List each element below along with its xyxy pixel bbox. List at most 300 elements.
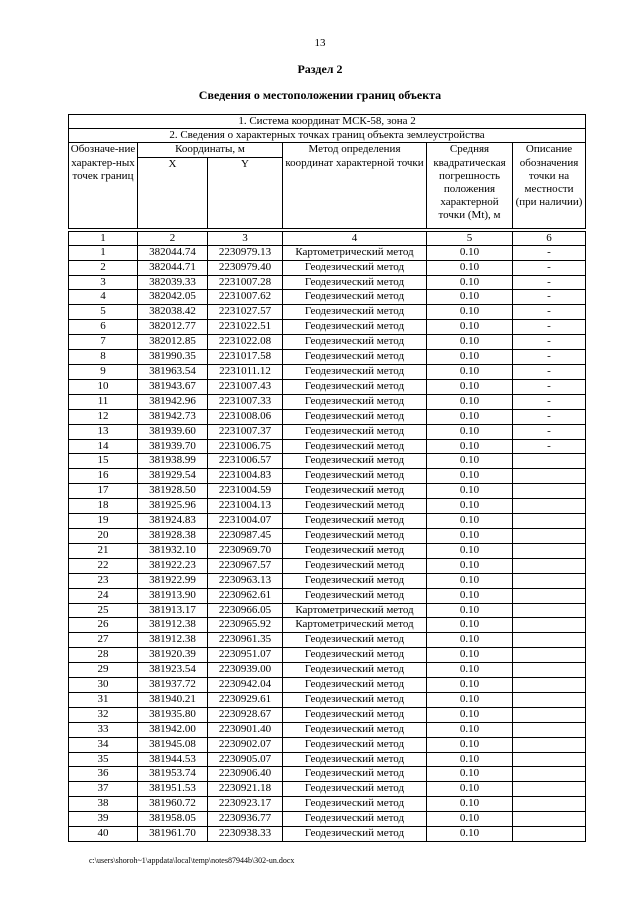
accuracy-cell: 0.10 [427, 678, 513, 693]
x-coordinate-cell: 381937.72 [138, 678, 208, 693]
description-cell [513, 648, 586, 663]
table-row [69, 320, 586, 335]
point-number-cell: 37 [69, 782, 138, 797]
description-cell [513, 543, 586, 558]
y-coordinate-cell: 2231007.33 [208, 394, 283, 409]
point-number-cell: 7 [69, 335, 138, 350]
table-row [69, 409, 586, 424]
method-cell: Геодезический метод [283, 528, 427, 543]
accuracy-cell: 0.10 [427, 722, 513, 737]
accuracy-cell: 0.10 [427, 827, 513, 842]
description-cell [513, 692, 586, 707]
table-row [69, 454, 586, 469]
point-number-cell: 35 [69, 752, 138, 767]
x-coordinate-cell: 382012.77 [138, 320, 208, 335]
x-coordinate-cell: 381929.54 [138, 469, 208, 484]
y-coordinate-cell: 2230939.00 [208, 663, 283, 678]
x-coordinate-cell: 381963.54 [138, 365, 208, 380]
accuracy-cell: 0.10 [427, 394, 513, 409]
accuracy-cell: 0.10 [427, 260, 513, 275]
x-coordinate-cell: 381944.53 [138, 752, 208, 767]
accuracy-cell: 0.10 [427, 812, 513, 827]
table-row [69, 365, 586, 380]
y-coordinate-cell: 2230929.61 [208, 692, 283, 707]
x-coordinate-cell: 381945.08 [138, 737, 208, 752]
y-coordinate-cell: 2231007.37 [208, 424, 283, 439]
method-cell: Геодезический метод [283, 558, 427, 573]
method-cell: Геодезический метод [283, 484, 427, 499]
accuracy-cell: 0.10 [427, 350, 513, 365]
y-coordinate-cell: 2231007.43 [208, 379, 283, 394]
x-coordinate-cell: 382039.33 [138, 275, 208, 290]
table-subtitle-row: 2. Сведения о характерных точках границ объекта землеустройства [69, 129, 586, 143]
y-coordinate-cell: 2230905.07 [208, 752, 283, 767]
header-y: Y [208, 157, 283, 228]
y-coordinate-cell: 2230979.13 [208, 245, 283, 260]
method-cell: Геодезический метод [283, 454, 427, 469]
point-number-cell: 32 [69, 707, 138, 722]
description-cell [513, 558, 586, 573]
description-cell [513, 633, 586, 648]
point-number-cell: 17 [69, 484, 138, 499]
y-coordinate-cell: 2230967.57 [208, 558, 283, 573]
description-cell: - [513, 424, 586, 439]
method-cell: Геодезический метод [283, 573, 427, 588]
description-cell [513, 588, 586, 603]
description-cell [513, 737, 586, 752]
point-number-cell: 27 [69, 633, 138, 648]
method-cell: Геодезический метод [283, 469, 427, 484]
description-cell [513, 767, 586, 782]
method-cell: Картометрический метод [283, 245, 427, 260]
description-cell: - [513, 245, 586, 260]
y-coordinate-cell: 2230928.67 [208, 707, 283, 722]
point-number-cell: 2 [69, 260, 138, 275]
section-title: Раздел 2 [297, 62, 343, 76]
header-designation: Обозначе-ние характер-ных точек границ [69, 143, 138, 228]
point-number-cell: 40 [69, 827, 138, 842]
y-coordinate-cell: 2230923.17 [208, 797, 283, 812]
method-cell: Геодезический метод [283, 752, 427, 767]
point-number-cell: 30 [69, 678, 138, 693]
accuracy-cell: 0.10 [427, 409, 513, 424]
point-number-cell: 20 [69, 528, 138, 543]
point-number-cell: 18 [69, 499, 138, 514]
method-cell: Геодезический метод [283, 365, 427, 380]
header-coordinates: Координаты, м [138, 143, 283, 157]
y-coordinate-cell: 2231022.51 [208, 320, 283, 335]
point-number-cell: 21 [69, 543, 138, 558]
y-coordinate-cell: 2230901.40 [208, 722, 283, 737]
x-coordinate-cell: 381925.96 [138, 499, 208, 514]
point-number-cell: 15 [69, 454, 138, 469]
x-coordinate-cell: 381913.17 [138, 603, 208, 618]
y-coordinate-cell: 2230965.92 [208, 618, 283, 633]
description-cell: - [513, 379, 586, 394]
point-number-cell: 24 [69, 588, 138, 603]
method-cell: Геодезический метод [283, 767, 427, 782]
accuracy-cell: 0.10 [427, 782, 513, 797]
column-number: 6 [513, 231, 586, 245]
x-coordinate-cell: 382044.71 [138, 260, 208, 275]
table-row [69, 678, 586, 693]
point-number-cell: 29 [69, 663, 138, 678]
point-number-cell: 12 [69, 409, 138, 424]
x-coordinate-cell: 382042.05 [138, 290, 208, 305]
table-row [69, 379, 586, 394]
description-cell: - [513, 394, 586, 409]
method-cell: Геодезический метод [283, 812, 427, 827]
x-coordinate-cell: 381942.73 [138, 409, 208, 424]
point-number-cell: 4 [69, 290, 138, 305]
accuracy-cell: 0.10 [427, 320, 513, 335]
description-cell [513, 603, 586, 618]
boundary-points-table [68, 114, 586, 842]
description-cell: - [513, 365, 586, 380]
header-description: Описание обозначения точки на местности (при наличии) [513, 143, 586, 228]
accuracy-cell: 0.10 [427, 484, 513, 499]
method-cell: Геодезический метод [283, 275, 427, 290]
accuracy-cell: 0.10 [427, 454, 513, 469]
point-number-cell: 11 [69, 394, 138, 409]
accuracy-cell: 0.10 [427, 439, 513, 454]
table-row [69, 439, 586, 454]
accuracy-cell: 0.10 [427, 305, 513, 320]
description-cell [513, 752, 586, 767]
y-coordinate-cell: 2231004.83 [208, 469, 283, 484]
table-row [69, 588, 586, 603]
header-x: X [138, 157, 208, 228]
method-cell: Геодезический метод [283, 692, 427, 707]
y-coordinate-cell: 2231007.28 [208, 275, 283, 290]
y-coordinate-cell: 2230979.40 [208, 260, 283, 275]
accuracy-cell: 0.10 [427, 707, 513, 722]
point-number-cell: 9 [69, 365, 138, 380]
accuracy-cell: 0.10 [427, 543, 513, 558]
table-row [69, 707, 586, 722]
x-coordinate-cell: 382044.74 [138, 245, 208, 260]
accuracy-cell: 0.10 [427, 558, 513, 573]
description-cell: - [513, 350, 586, 365]
method-cell: Геодезический метод [283, 722, 427, 737]
document-title: Сведения о местоположении границ объекта [198, 88, 442, 102]
method-cell: Геодезический метод [283, 424, 427, 439]
table-row [69, 350, 586, 365]
accuracy-cell: 0.10 [427, 365, 513, 380]
x-coordinate-cell: 381913.90 [138, 588, 208, 603]
table-row [69, 558, 586, 573]
description-cell [513, 797, 586, 812]
method-cell: Геодезический метод [283, 499, 427, 514]
x-coordinate-cell: 381920.39 [138, 648, 208, 663]
point-number-cell: 10 [69, 379, 138, 394]
point-number-cell: 36 [69, 767, 138, 782]
y-coordinate-cell: 2230921.18 [208, 782, 283, 797]
table-row [69, 528, 586, 543]
point-number-cell: 5 [69, 305, 138, 320]
accuracy-cell: 0.10 [427, 588, 513, 603]
y-coordinate-cell: 2231017.58 [208, 350, 283, 365]
x-coordinate-cell: 381932.10 [138, 543, 208, 558]
table-row [69, 722, 586, 737]
accuracy-cell: 0.10 [427, 469, 513, 484]
y-coordinate-cell: 2230902.07 [208, 737, 283, 752]
method-cell: Геодезический метод [283, 394, 427, 409]
y-coordinate-cell: 2231004.07 [208, 514, 283, 529]
table-row [69, 618, 586, 633]
accuracy-cell: 0.10 [427, 499, 513, 514]
method-cell: Геодезический метод [283, 290, 427, 305]
description-cell [513, 528, 586, 543]
table-row [69, 648, 586, 663]
point-number-cell: 8 [69, 350, 138, 365]
point-number-cell: 1 [69, 245, 138, 260]
y-coordinate-cell: 2230961.35 [208, 633, 283, 648]
y-coordinate-cell: 2231022.08 [208, 335, 283, 350]
accuracy-cell: 0.10 [427, 424, 513, 439]
table-row [69, 633, 586, 648]
method-cell: Геодезический метод [283, 543, 427, 558]
x-coordinate-cell: 381928.50 [138, 484, 208, 499]
x-coordinate-cell: 382012.85 [138, 335, 208, 350]
description-cell: - [513, 409, 586, 424]
table-row [69, 827, 586, 842]
description-cell: - [513, 260, 586, 275]
header-method: Метод определения координат характерной точки [283, 143, 427, 228]
description-cell [513, 618, 586, 633]
method-cell: Геодезический метод [283, 379, 427, 394]
accuracy-cell: 0.10 [427, 245, 513, 260]
point-number-cell: 28 [69, 648, 138, 663]
description-cell [513, 469, 586, 484]
accuracy-cell: 0.10 [427, 752, 513, 767]
accuracy-cell: 0.10 [427, 573, 513, 588]
table-row [69, 573, 586, 588]
x-coordinate-cell: 381922.99 [138, 573, 208, 588]
method-cell: Геодезический метод [283, 648, 427, 663]
table-row [69, 499, 586, 514]
accuracy-cell: 0.10 [427, 528, 513, 543]
accuracy-cell: 0.10 [427, 633, 513, 648]
accuracy-cell: 0.10 [427, 663, 513, 678]
table-row [69, 514, 586, 529]
description-cell [513, 484, 586, 499]
point-number-cell: 31 [69, 692, 138, 707]
method-cell: Геодезический метод [283, 707, 427, 722]
column-number: 1 [69, 231, 138, 245]
y-coordinate-cell: 2231027.57 [208, 305, 283, 320]
x-coordinate-cell: 381961.70 [138, 827, 208, 842]
x-coordinate-cell: 381990.35 [138, 350, 208, 365]
column-number: 5 [427, 231, 513, 245]
method-cell: Картометрический метод [283, 618, 427, 633]
table-row [69, 767, 586, 782]
method-cell: Геодезический метод [283, 633, 427, 648]
point-number-cell: 16 [69, 469, 138, 484]
x-coordinate-cell: 381912.38 [138, 633, 208, 648]
table-row [69, 543, 586, 558]
method-cell: Геодезический метод [283, 663, 427, 678]
method-cell: Геодезический метод [283, 737, 427, 752]
table-row [69, 305, 586, 320]
table-row [69, 603, 586, 618]
y-coordinate-cell: 2230936.77 [208, 812, 283, 827]
y-coordinate-cell: 2231011.12 [208, 365, 283, 380]
table-row [69, 335, 586, 350]
y-coordinate-cell: 2230969.70 [208, 543, 283, 558]
x-coordinate-cell: 381912.38 [138, 618, 208, 633]
x-coordinate-cell: 381953.74 [138, 767, 208, 782]
table-row [69, 782, 586, 797]
method-cell: Геодезический метод [283, 827, 427, 842]
description-cell [513, 722, 586, 737]
description-cell: - [513, 275, 586, 290]
method-cell: Геодезический метод [283, 588, 427, 603]
method-cell: Геодезический метод [283, 350, 427, 365]
x-coordinate-cell: 381942.00 [138, 722, 208, 737]
x-coordinate-cell: 381938.99 [138, 454, 208, 469]
description-cell [513, 678, 586, 693]
table-row [69, 752, 586, 767]
point-number-cell: 23 [69, 573, 138, 588]
table-row [69, 469, 586, 484]
y-coordinate-cell: 2231004.13 [208, 499, 283, 514]
table-row [69, 424, 586, 439]
x-coordinate-cell: 381939.70 [138, 439, 208, 454]
method-cell: Геодезический метод [283, 409, 427, 424]
accuracy-cell: 0.10 [427, 767, 513, 782]
column-number: 4 [283, 231, 427, 245]
footer-file-path: c:\users\shoroh~1\appdata\local\temp\notes87944b\302-un.docx [89, 856, 295, 865]
description-cell [513, 454, 586, 469]
column-number: 2 [138, 231, 208, 245]
x-coordinate-cell: 381923.54 [138, 663, 208, 678]
accuracy-cell: 0.10 [427, 797, 513, 812]
y-coordinate-cell: 2230951.07 [208, 648, 283, 663]
method-cell: Картометрический метод [283, 603, 427, 618]
description-cell [513, 812, 586, 827]
point-number-cell: 26 [69, 618, 138, 633]
accuracy-cell: 0.10 [427, 379, 513, 394]
x-coordinate-cell: 381935.80 [138, 707, 208, 722]
table-row [69, 394, 586, 409]
y-coordinate-cell: 2231004.59 [208, 484, 283, 499]
description-cell [513, 827, 586, 842]
method-cell: Геодезический метод [283, 305, 427, 320]
accuracy-cell: 0.10 [427, 335, 513, 350]
x-coordinate-cell: 381928.38 [138, 528, 208, 543]
method-cell: Геодезический метод [283, 797, 427, 812]
point-number-cell: 38 [69, 797, 138, 812]
accuracy-cell: 0.10 [427, 648, 513, 663]
x-coordinate-cell: 381943.67 [138, 379, 208, 394]
point-number-cell: 33 [69, 722, 138, 737]
point-number-cell: 6 [69, 320, 138, 335]
x-coordinate-cell: 381922.23 [138, 558, 208, 573]
table-row [69, 484, 586, 499]
table-row [69, 275, 586, 290]
description-cell [513, 782, 586, 797]
method-cell: Геодезический метод [283, 678, 427, 693]
y-coordinate-cell: 2230942.04 [208, 678, 283, 693]
x-coordinate-cell: 381939.60 [138, 424, 208, 439]
y-coordinate-cell: 2230987.45 [208, 528, 283, 543]
method-cell: Геодезический метод [283, 320, 427, 335]
point-number-cell: 34 [69, 737, 138, 752]
y-coordinate-cell: 2231008.06 [208, 409, 283, 424]
accuracy-cell: 0.10 [427, 275, 513, 290]
point-number-cell: 14 [69, 439, 138, 454]
table-row [69, 737, 586, 752]
y-coordinate-cell: 2230966.05 [208, 603, 283, 618]
point-number-cell: 25 [69, 603, 138, 618]
description-cell: - [513, 439, 586, 454]
page-number: 13 [314, 37, 326, 49]
description-cell: - [513, 290, 586, 305]
table-row [69, 290, 586, 305]
description-cell [513, 499, 586, 514]
description-cell: - [513, 320, 586, 335]
column-number: 3 [208, 231, 283, 245]
y-coordinate-cell: 2231006.57 [208, 454, 283, 469]
description-cell [513, 573, 586, 588]
accuracy-cell: 0.10 [427, 514, 513, 529]
accuracy-cell: 0.10 [427, 618, 513, 633]
accuracy-cell: 0.10 [427, 603, 513, 618]
description-cell [513, 514, 586, 529]
x-coordinate-cell: 381958.05 [138, 812, 208, 827]
method-cell: Геодезический метод [283, 260, 427, 275]
accuracy-cell: 0.10 [427, 290, 513, 305]
y-coordinate-cell: 2230962.61 [208, 588, 283, 603]
method-cell: Геодезический метод [283, 335, 427, 350]
y-coordinate-cell: 2230938.33 [208, 827, 283, 842]
point-number-cell: 19 [69, 514, 138, 529]
method-cell: Геодезический метод [283, 782, 427, 797]
y-coordinate-cell: 2231007.62 [208, 290, 283, 305]
x-coordinate-cell: 381951.53 [138, 782, 208, 797]
x-coordinate-cell: 381942.96 [138, 394, 208, 409]
method-cell: Геодезический метод [283, 439, 427, 454]
point-number-cell: 39 [69, 812, 138, 827]
point-number-cell: 13 [69, 424, 138, 439]
table-row [69, 812, 586, 827]
description-cell [513, 707, 586, 722]
accuracy-cell: 0.10 [427, 692, 513, 707]
y-coordinate-cell: 2230906.40 [208, 767, 283, 782]
table-row [69, 692, 586, 707]
x-coordinate-cell: 381924.83 [138, 514, 208, 529]
x-coordinate-cell: 381960.72 [138, 797, 208, 812]
table-row [69, 245, 586, 260]
point-number-cell: 22 [69, 558, 138, 573]
x-coordinate-cell: 382038.42 [138, 305, 208, 320]
y-coordinate-cell: 2231006.75 [208, 439, 283, 454]
coordinate-system-row: 1. Система координат МСК-58, зона 2 [69, 115, 586, 129]
table-row [69, 797, 586, 812]
accuracy-cell: 0.10 [427, 737, 513, 752]
header-accuracy: Средняя квадратическая погрешность положения характерной точки (Mt), м [427, 143, 513, 228]
y-coordinate-cell: 2230963.13 [208, 573, 283, 588]
description-cell: - [513, 305, 586, 320]
description-cell [513, 663, 586, 678]
table-row [69, 663, 586, 678]
description-cell: - [513, 335, 586, 350]
table-row [69, 260, 586, 275]
x-coordinate-cell: 381940.21 [138, 692, 208, 707]
point-number-cell: 3 [69, 275, 138, 290]
method-cell: Геодезический метод [283, 514, 427, 529]
